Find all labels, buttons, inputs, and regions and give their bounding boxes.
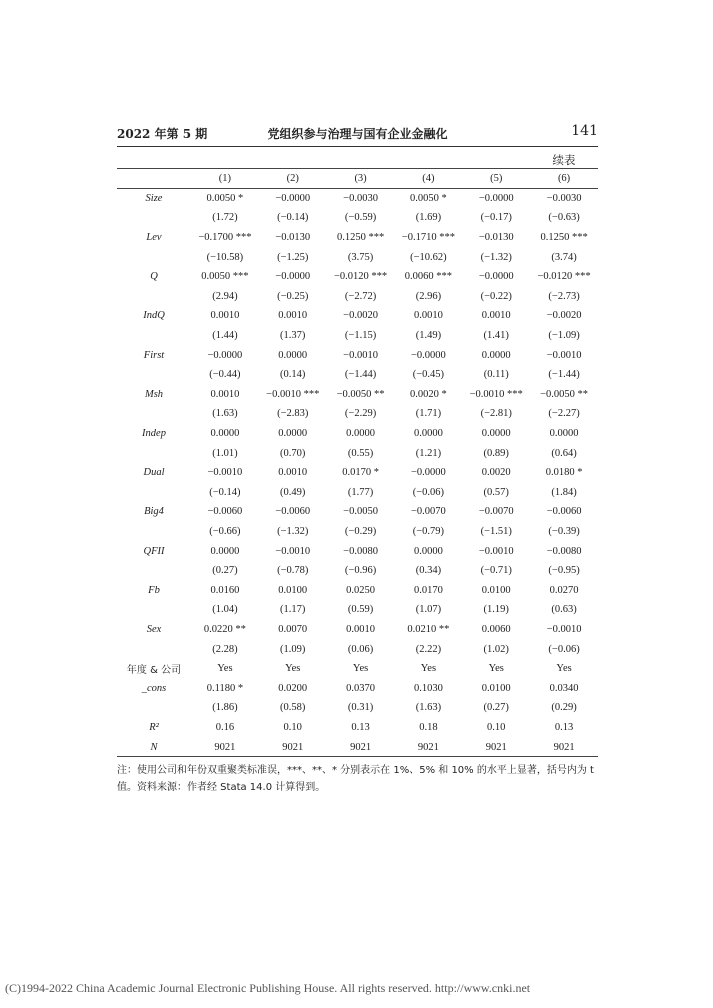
row-label	[117, 483, 191, 503]
table-cell: −0.0010	[343, 349, 378, 361]
table-cell: 0.1030	[413, 682, 443, 694]
table-cell: (−1.15)	[344, 330, 377, 342]
table-cell: 0.0000	[481, 349, 511, 361]
table-cell: (2.94)	[212, 290, 238, 302]
table-cell: (−2.29)	[344, 408, 377, 420]
table-cell: (0.27)	[483, 702, 509, 714]
table-cell: (1.21)	[415, 447, 442, 459]
column-header: (5)	[490, 173, 503, 185]
row-label	[117, 561, 191, 581]
table-cell: −0.0120 ***	[333, 271, 388, 283]
row-label: Fb	[148, 584, 160, 596]
table-cell: (−2.72)	[344, 290, 377, 302]
table-cell: 0.18	[419, 721, 438, 733]
table-cell: (−0.06)	[548, 643, 580, 655]
row-label	[117, 287, 191, 307]
table-cell: (−0.96)	[344, 565, 377, 577]
table-cell: 0.0170	[413, 584, 443, 596]
table-cell: 0.13	[554, 721, 574, 733]
table-row	[117, 345, 598, 365]
table-cell: Yes	[488, 663, 504, 675]
row-label: Indep	[142, 428, 166, 440]
table-cell: Yes	[217, 663, 233, 675]
row-label: Q	[150, 271, 158, 283]
table-cell: 0.0000	[413, 545, 443, 557]
table-row	[117, 541, 598, 561]
journal-issue: 2022 年第 5 期	[117, 127, 208, 141]
table-cell: 0.0000	[413, 428, 443, 440]
table-row	[117, 698, 598, 718]
table-row	[117, 247, 598, 267]
row-label	[117, 365, 191, 385]
table-cell: 0.0370	[346, 682, 375, 694]
table-cell: (−0.66)	[209, 525, 241, 537]
row-label: Sex	[146, 623, 162, 635]
table-note: 注：使用公司和年份双重聚类标准误，***、**、* 分别表示在 1%、5% 和 10% 的水平上显著，括号内为 t 值。资料来源：作者经 Stata 14.0 计算得到。	[117, 765, 594, 793]
column-header: (6)	[557, 173, 571, 185]
row-label: Dual	[143, 467, 165, 479]
table-cell: (−2.83)	[277, 408, 309, 420]
row-label: 年度 & 公司	[126, 665, 182, 677]
table-row	[117, 424, 598, 444]
table-cell: (0.49)	[280, 486, 306, 498]
table-cell: (−0.39)	[548, 525, 580, 537]
table-cell: 0.0160	[210, 584, 240, 596]
column-header: (2)	[286, 173, 299, 185]
table-cell: −0.0010	[275, 545, 311, 557]
table-cell: −0.1710 ***	[401, 232, 455, 244]
table-cell: −0.0070	[411, 506, 446, 518]
table-cell: −0.0000	[275, 192, 311, 204]
table-cell: (2.96)	[415, 290, 442, 302]
table-cell: −0.0020	[343, 310, 378, 322]
table-cell: −0.0060	[207, 506, 243, 518]
table-cell: −0.0000	[207, 349, 243, 361]
table-cell: (1.17)	[280, 604, 306, 616]
row-label: N	[150, 741, 158, 753]
table-cell: (−1.09)	[548, 330, 580, 342]
table-cell: (0.55)	[347, 447, 374, 459]
table-cell: 0.0170 *	[342, 467, 379, 479]
table-cell: (0.14)	[280, 369, 306, 381]
table-cell: 0.0000	[346, 428, 375, 440]
row-label	[117, 404, 191, 424]
table-body	[117, 189, 598, 757]
table-cell: −0.0010 ***	[469, 388, 523, 400]
table-cell: (1.77)	[347, 486, 374, 498]
table-cell: (−1.51)	[480, 525, 512, 537]
table-row	[117, 385, 598, 405]
row-label: Lev	[146, 232, 162, 244]
table-cell: (−1.44)	[548, 369, 580, 381]
table-cell: (−2.27)	[548, 408, 580, 420]
table-cell: Yes	[556, 663, 572, 675]
table-cell: (−10.58)	[206, 251, 244, 263]
table-cell: (3.75)	[347, 251, 374, 263]
table-cell: −0.0000	[411, 349, 446, 361]
table-cell: (−0.14)	[209, 486, 241, 498]
table-cell: −0.0010 ***	[266, 388, 320, 400]
table-cell: (0.58)	[280, 702, 306, 714]
table-cell: −0.1700 ***	[198, 232, 252, 244]
table-cell: 0.1250 ***	[336, 232, 385, 244]
table-cell: −0.0000	[411, 467, 446, 479]
table-cell: (−2.73)	[548, 290, 580, 302]
table-cell: 9021	[214, 741, 236, 753]
table-cell: 0.0070	[278, 623, 308, 635]
row-label: Size	[145, 192, 163, 204]
row-label	[117, 522, 191, 542]
table-cell: (1.09)	[280, 643, 306, 655]
table-row	[117, 443, 598, 463]
table-row	[117, 228, 598, 248]
table-cell: 0.0050 ***	[201, 271, 249, 283]
table-cell: (1.86)	[212, 702, 238, 714]
table-cell: 0.0250	[346, 584, 375, 596]
table-row	[117, 718, 598, 738]
table-row	[117, 326, 598, 346]
table-cell: −0.0000	[478, 271, 514, 283]
table-cell: (0.64)	[551, 447, 577, 459]
table-cell: −0.0010	[546, 623, 582, 635]
table-row	[117, 678, 598, 698]
table-cell: 0.0000	[278, 428, 308, 440]
table-cell: 0.0050 *	[206, 192, 244, 204]
table-cell: 0.0100	[481, 584, 511, 596]
table-cell: 0.0050 *	[410, 192, 447, 204]
table-cell: 0.0000	[278, 349, 308, 361]
table-cell: 0.0010	[278, 467, 308, 479]
table-cell: (0.29)	[551, 702, 577, 714]
table-cell: −0.0120 ***	[537, 271, 591, 283]
table-cell: −0.0070	[478, 506, 514, 518]
table-cell: (2.22)	[415, 643, 442, 655]
article-title: 党组织参与治理与国有企业金融化	[267, 127, 448, 141]
table-cell: −0.0010	[478, 545, 514, 557]
table-cell: (1.84)	[551, 486, 577, 498]
table-cell: (2.28)	[212, 643, 238, 655]
table-cell: 0.0010	[210, 310, 240, 322]
table-cell: (1.44)	[212, 330, 238, 342]
table-row	[117, 287, 598, 307]
table-cell: (−0.14)	[277, 212, 309, 224]
table-cell: 0.10	[283, 721, 302, 733]
table-cell: 0.0340	[549, 682, 579, 694]
table-cell: Yes	[285, 663, 301, 675]
running-header	[117, 125, 598, 145]
table-cell: (1.07)	[415, 604, 442, 616]
table-cell: 0.0000	[481, 428, 511, 440]
table-cell: (−0.78)	[277, 565, 309, 577]
table-cell: (−0.06)	[412, 486, 445, 498]
table-cell: (1.02)	[483, 643, 509, 655]
table-cell: 0.0060	[481, 623, 511, 635]
table-cell: (0.06)	[347, 643, 374, 655]
table-cell: (0.11)	[483, 369, 509, 381]
table-cell: −0.0060	[275, 506, 311, 518]
table-cell: 0.0010	[413, 310, 443, 322]
table-cell: 0.1180 *	[206, 682, 244, 694]
table-cell: 0.1250 ***	[540, 232, 588, 244]
table-cell: −0.0010	[207, 467, 243, 479]
table-cell: −0.0130	[478, 232, 514, 244]
table-cell: Yes	[352, 663, 369, 675]
table-cell: (1.71)	[415, 408, 442, 420]
table-cell: −0.0050	[343, 506, 378, 518]
table-cell: −0.0000	[478, 192, 514, 204]
table-cell: 0.0000	[549, 428, 579, 440]
continued-label: 续表	[552, 153, 576, 167]
table-row	[117, 463, 598, 483]
table-cell: (−0.71)	[480, 565, 512, 577]
row-label	[117, 639, 191, 659]
table-row	[117, 365, 598, 385]
table-cell: (−0.59)	[344, 212, 377, 224]
column-header: (3)	[354, 173, 367, 185]
table-cell: (1.37)	[280, 330, 306, 342]
table-cell: (1.63)	[212, 408, 238, 420]
table-cell: (1.19)	[483, 604, 509, 616]
table-cell: 0.0000	[210, 545, 240, 557]
table-cell: 0.0220 **	[203, 623, 246, 635]
table-cell: 0.0180 *	[545, 467, 583, 479]
table-cell: 0.0060 ***	[404, 271, 453, 283]
table-cell: −0.0010	[546, 349, 582, 361]
table-cell: 0.0010	[210, 388, 240, 400]
table-cell: −0.0060	[546, 506, 582, 518]
table-cell: (−1.32)	[277, 525, 309, 537]
table-row	[117, 580, 598, 600]
table-row	[117, 483, 598, 503]
row-label: IndQ	[143, 310, 165, 322]
table-cell: (−0.44)	[209, 369, 241, 381]
table-cell: −0.0080	[343, 545, 378, 557]
table-row	[117, 306, 598, 326]
table-cell: 0.10	[487, 721, 506, 733]
table-cell: 0.0100	[481, 682, 511, 694]
table-row	[117, 737, 598, 757]
table-cell: (1.01)	[212, 447, 238, 459]
table-row	[117, 620, 598, 640]
table-cell: (1.49)	[415, 330, 442, 342]
row-label	[117, 698, 191, 718]
table-cell: 9021	[350, 741, 372, 753]
table-cell: 0.0010	[346, 623, 375, 635]
header-rule	[117, 146, 598, 147]
table-cell: (0.89)	[483, 447, 509, 459]
row-label: QFII	[143, 545, 165, 557]
table-cell: 9021	[485, 741, 507, 753]
table-cell: (1.04)	[212, 604, 238, 616]
table-cell: −0.0080	[546, 545, 582, 557]
table-cell: 0.0020 *	[410, 388, 447, 400]
row-label: Big4	[144, 506, 164, 518]
row-label	[117, 208, 191, 228]
table-cell: (3.74)	[551, 251, 577, 263]
table-cell: (−1.44)	[344, 369, 377, 381]
table-cell: (−2.81)	[480, 408, 512, 420]
table-cell: 0.16	[215, 721, 235, 733]
table-cell: (−1.25)	[277, 251, 309, 263]
column-header-row	[117, 169, 598, 189]
table-cell: −0.0020	[546, 310, 582, 322]
column-header: (4)	[422, 173, 435, 185]
table-row	[117, 404, 598, 424]
table-row	[117, 522, 598, 542]
table-cell: (−0.29)	[344, 525, 377, 537]
table-row	[117, 639, 598, 659]
table-cell: (−0.25)	[277, 290, 309, 302]
table-cell: (−0.22)	[480, 290, 512, 302]
table-cell: (0.63)	[551, 604, 577, 616]
table-cell: 0.0020	[481, 467, 511, 479]
table-cell: (−1.32)	[480, 251, 512, 263]
table-cell: (1.72)	[212, 212, 238, 224]
table-cell: (−0.79)	[412, 525, 445, 537]
table-cell: 0.0010	[481, 310, 511, 322]
table-cell: (1.69)	[415, 212, 442, 224]
row-label	[117, 600, 191, 620]
table-cell: (0.31)	[347, 702, 374, 714]
row-label: _cons	[141, 682, 167, 694]
row-label	[117, 326, 191, 346]
table-cell: 0.13	[351, 721, 370, 733]
table-cell: (−0.45)	[412, 369, 445, 381]
table-cell: (−0.95)	[548, 565, 580, 577]
table-cell: 0.0100	[278, 584, 308, 596]
table-cell: 9021	[553, 741, 575, 753]
table-cell: −0.0050 **	[336, 388, 385, 400]
table-cell: 0.0200	[278, 682, 308, 694]
table-cell: 0.0270	[549, 584, 579, 596]
table-row	[117, 189, 598, 209]
table-cell: (−0.17)	[480, 212, 512, 224]
table-cell: (0.59)	[347, 604, 374, 616]
regression-table	[117, 169, 598, 757]
page-number: 141	[571, 123, 598, 139]
table-row	[117, 561, 598, 581]
row-label: First	[143, 349, 165, 361]
table-row	[117, 659, 598, 679]
table-cell: 0.0010	[278, 310, 308, 322]
table-cell: 0.0000	[210, 428, 240, 440]
table-cell: (1.41)	[483, 330, 509, 342]
table-row	[117, 208, 598, 228]
column-header-empty	[117, 169, 191, 189]
table-cell: (0.34)	[415, 565, 442, 577]
table-cell: 0.0210 **	[407, 623, 450, 635]
table-cell: −0.0050 **	[540, 388, 589, 400]
table-cell: −0.0030	[343, 192, 378, 204]
table-cell: −0.0030	[546, 192, 582, 204]
table-row	[117, 267, 598, 287]
table-cell: Yes	[420, 663, 437, 675]
table-cell: (−10.62)	[410, 251, 447, 263]
table-row	[117, 502, 598, 522]
table-cell: 9021	[417, 741, 439, 753]
table-cell: (0.70)	[280, 447, 306, 459]
table-cell: −0.0130	[275, 232, 311, 244]
row-label: R²	[149, 721, 159, 733]
table-cell: (0.57)	[483, 486, 509, 498]
copyright-footer: (C)1994-2022 China Academic Journal Electronic Publishing House. All rights reserved. http://www.cnki.net	[5, 981, 531, 995]
column-header: (1)	[218, 173, 232, 185]
table-cell: (0.27)	[212, 565, 238, 577]
table-row	[117, 600, 598, 620]
table-cell: −0.0000	[275, 271, 311, 283]
table-cell: 9021	[282, 741, 304, 753]
row-label	[117, 443, 191, 463]
table-cell: (1.63)	[415, 702, 442, 714]
table-cell: (−0.63)	[548, 212, 580, 224]
row-label	[117, 247, 191, 267]
row-label: Msh	[144, 388, 164, 400]
